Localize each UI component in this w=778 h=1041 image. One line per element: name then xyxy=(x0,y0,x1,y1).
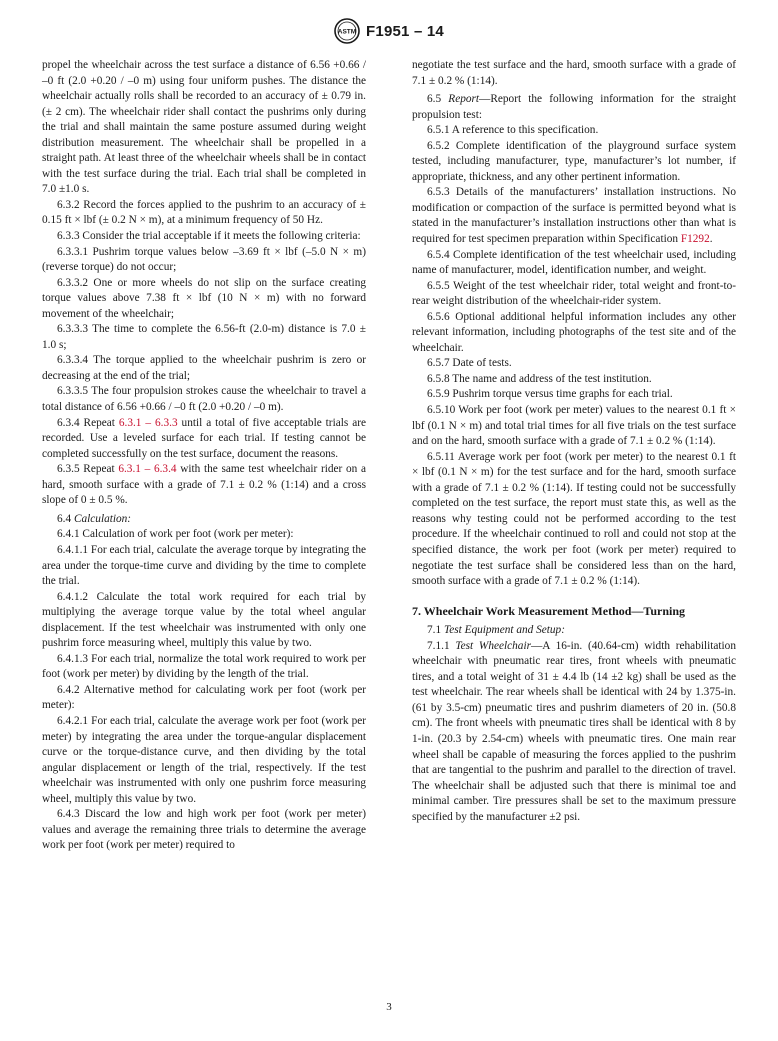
page-number: 3 xyxy=(386,1001,392,1013)
svg-text:ASTM: ASTM xyxy=(337,28,357,36)
left-column xyxy=(42,58,366,854)
paragraph-7-1-1: 7.1.1 Test Wheelchair—A 16-in. (40.64-cm) width rehabilitation wheelchair with pneumatic rear tires, front wheels with pneumatic tires, and a total weight of 31 ± 4.4 lb (14 ±2 kg) shall be used as the test wheelchair. The rear wheels shall be identical with 24 by 1.375-in. (61 by 3.5-cm) pneumatic tires and pushrim diameters of 20 in. (50.8 cm). The front wheels with pneumatic tires shall be identical with 8 by 1-in. (20.3 by 2.54-cm) wheels with pneumatic tires. One main rear wheel shall be capable of measuring the forces applied to the pushrim that are tangential to the pushrim and parallel to the direction of travel. The wheelchair shall be adjusted such that there is minimal toe and minimal camber. Tire pressures shall be set to the maximum pressure specified by the manufacturer ±2 psi. xyxy=(412,639,736,823)
paragraph-6-3-5: 6.3.5 Repeat 6.3.1 – 6.3.4 with the same test wheelchair rider on a hard, smooth surface with a grade of 7.1 ± 0.2 % (1:14) and a cross slope of 0 ± 0.5 %. xyxy=(42,463,366,507)
paragraph-6-5: 6.5 Report—Report the following information for the straight propulsion test: xyxy=(412,93,736,121)
paragraph-6-3-3-1: 6.3.3.1 Pushrim torque values below –3.69 ft × lbf (–5.0 N × m) (reverse torque) do not occur; xyxy=(42,245,366,274)
paragraph-6-3-4: 6.3.4 Repeat 6.3.1 – 6.3.3 until a total of five acceptable trials are recorded. Use a leveled surface for each trial. If testing cannot be completed successfully on the test surface, document the reasons. xyxy=(42,416,366,460)
paragraph-6-3-3-2: 6.3.3.2 One or more wheels do not slip on the surface creating torque values above 7.38 ft × lbf (10 N × m) with no forward movement of the wheelchair; xyxy=(42,276,366,320)
paragraph-6-4-1: 6.4.1 Calculation of work per foot (work per meter): xyxy=(57,528,294,541)
astm-logo-icon xyxy=(334,18,360,44)
paragraph-6-3-3: 6.3.3 Consider the trial acceptable if it meets the following criteria: xyxy=(57,230,361,243)
paragraph-6-4-1-3: 6.4.1.3 For each trial, normalize the total work required to work per foot (work per meter) by dividing by the length of the trial. xyxy=(42,652,366,681)
paragraph-6-5-9: 6.5.9 Pushrim torque versus time graphs for each trial. xyxy=(427,388,673,401)
paragraph-6-4-3-continued: negotiate the test surface and the hard, smooth surface with a grade of 7.1 ± 0.2 % (1:14). xyxy=(412,59,736,87)
xref-6-3-1-link[interactable]: 6.3.1 xyxy=(118,416,142,429)
paragraph-6-4-3: 6.4.3 Discard the low and high work per foot (work per meter) values and average the remaining three trials to determine the average work per foot (work per meter) required to xyxy=(42,808,366,852)
xref-6-3-3-link[interactable]: 6.3.3 xyxy=(155,416,178,429)
paragraph-6-5-5: 6.5.5 Weight of the test wheelchair rider, total weight and front-to-rear weight distribution of the wheelchair-rider system. xyxy=(412,279,736,308)
paragraph-6-3-3-4: 6.3.3.4 The torque applied to the wheelchair pushrim is zero or decreasing at the end of the trial; xyxy=(42,354,366,382)
section-7-heading: 7. Wheelchair Work Measurement Method—Turning xyxy=(412,603,686,618)
document-title: F1951 – 14 xyxy=(366,22,444,40)
paragraph-6-5-10: 6.5.10 Work per foot (work per meter) values to the nearest 0.1 ft × lbf (0.1 N × m) and total trial times for all five trials on the test surface and on the hard, smooth surface with a grade of 7.1 ± 0.2 % (1:14). xyxy=(412,404,736,448)
xref-f1292-link[interactable]: F1292 xyxy=(680,233,710,246)
paragraph-6-4-2-1: 6.4.2.1 For each trial, calculate the average work per foot (work per meter) by integrating the area under the torque-angular displacement curve or the torque-distance curve, and then dividing by the total angular displacement or length of the trial, respectively. If the test wheelchair was instrumented with only one pushrim force measuring wheel, multiply this value by two. xyxy=(42,714,366,805)
paragraph-6-5-7: 6.5.7 Date of tests. xyxy=(427,357,512,370)
right-column xyxy=(412,58,736,825)
paragraph-6-5-6: 6.5.6 Optional additional helpful information includes any other relevant information, including photographs of the test site and of the wheelchair. xyxy=(412,310,736,354)
paragraph-6-4-2: 6.4.2 Alternative method for calculating work per foot (work per meter): xyxy=(42,683,366,712)
paragraph-6-3-3-5: 6.3.3.5 The four propulsion strokes cause the wheelchair to travel a total distance of 6.56 +0.66 / –0 ft (2.0 +0.20 / –0 m). xyxy=(42,385,366,414)
paragraph-7-1: 7.1 Test Equipment and Setup: xyxy=(427,624,565,637)
paragraph-6-5-1: 6.5.1 A reference to this specification. xyxy=(427,124,599,137)
paragraph-6-5-11: 6.5.11 Average work per foot (work per meter) to the nearest 0.1 ft × lbf (0.1 N × m) for the test surface and for the hard, smooth surface with a grade of 7.1 ± 0.2 % (1:14). If testing could not be successfully completed on the test surface, the report must state this, as well as the reasons why testing could not be performed according to the test procedure. If the wheelchair continued to roll and could not stop at the specified distance, the work per foot (work per meter) required to negotiate the test surface shall be considered less than on the hard, smooth surface with a grade of 7.1 ± 0.2 % (1:14). xyxy=(412,450,736,588)
paragraph-6-5-3: 6.5.3 Details of the manufacturers’ installation instructions. No modification or compaction of the surface is permitted beyond what is stated in the manufacturer’s installation instructions other than what is required for test specimen preparation within Specification F1292. xyxy=(412,186,736,246)
paragraph-6-3-2: 6.3.2 Record the forces applied to the pushrim to an accuracy of ± 0.15 ft × lbf (± 0.2 N × m), at a minimum frequency of 50 Hz. xyxy=(42,198,366,227)
paragraph-6-4: 6.4 Calculation: xyxy=(57,512,132,525)
paragraph-6-4-1-1: 6.4.1.1 For each trial, calculate the average torque by integrating the area under the torque-time curve and dividing by the time to complete the trial. xyxy=(42,543,366,588)
paragraph-6-5-2: 6.5.2 Complete identification of the playground surface system tested, including manufacturer, type, manufacturer’s lot number, if appropriate, thickness, and any other pertinent information. xyxy=(412,139,736,183)
paragraph-6-5-4: 6.5.4 Complete identification of the test wheelchair used, including name of manufacturer, model, identification number, and weight. xyxy=(412,248,736,277)
paragraph-6-4-1-2: 6.4.1.2 Calculate the total work required for each trial by multiplying the average torque value by the total wheel angular displacement. If the test wheelchair was instrumented with only one pushrim force measuring wheel, multiply this value by two. xyxy=(42,590,366,650)
xref-6-3-1-link-2[interactable]: 6.3.1 xyxy=(118,463,141,476)
xref-6-3-4-link[interactable]: 6.3.4 xyxy=(153,463,177,476)
paragraph-6-3-1-continued: propel the wheelchair across the test surface a distance of 6.56 +0.66 / –0 ft (2.0 +0.20 / –0 m) using four uniform pushes. The distance the wheelchair actually rolls shall be recorded to an accuracy of ± 0.79 in. (± 2 cm). The wheelchair rider shall contact the pushrims only during the trial and shall maintain the same posture assumed during weight distribution measurement. The wheelchair shall be propelled in a straight path. At least three of the wheelchair wheels shall be in contact with the test surface during the trial. Each trial shall be completed in 7.0 ±1.0 s. xyxy=(42,59,366,196)
page-header xyxy=(0,14,778,48)
paragraph-6-3-3-3: 6.3.3.3 The time to complete the 6.56-ft (2.0-m) distance is 7.0 ± 1.0 s; xyxy=(42,323,366,351)
paragraph-6-5-8: 6.5.8 The name and address of the test institution. xyxy=(427,372,652,385)
